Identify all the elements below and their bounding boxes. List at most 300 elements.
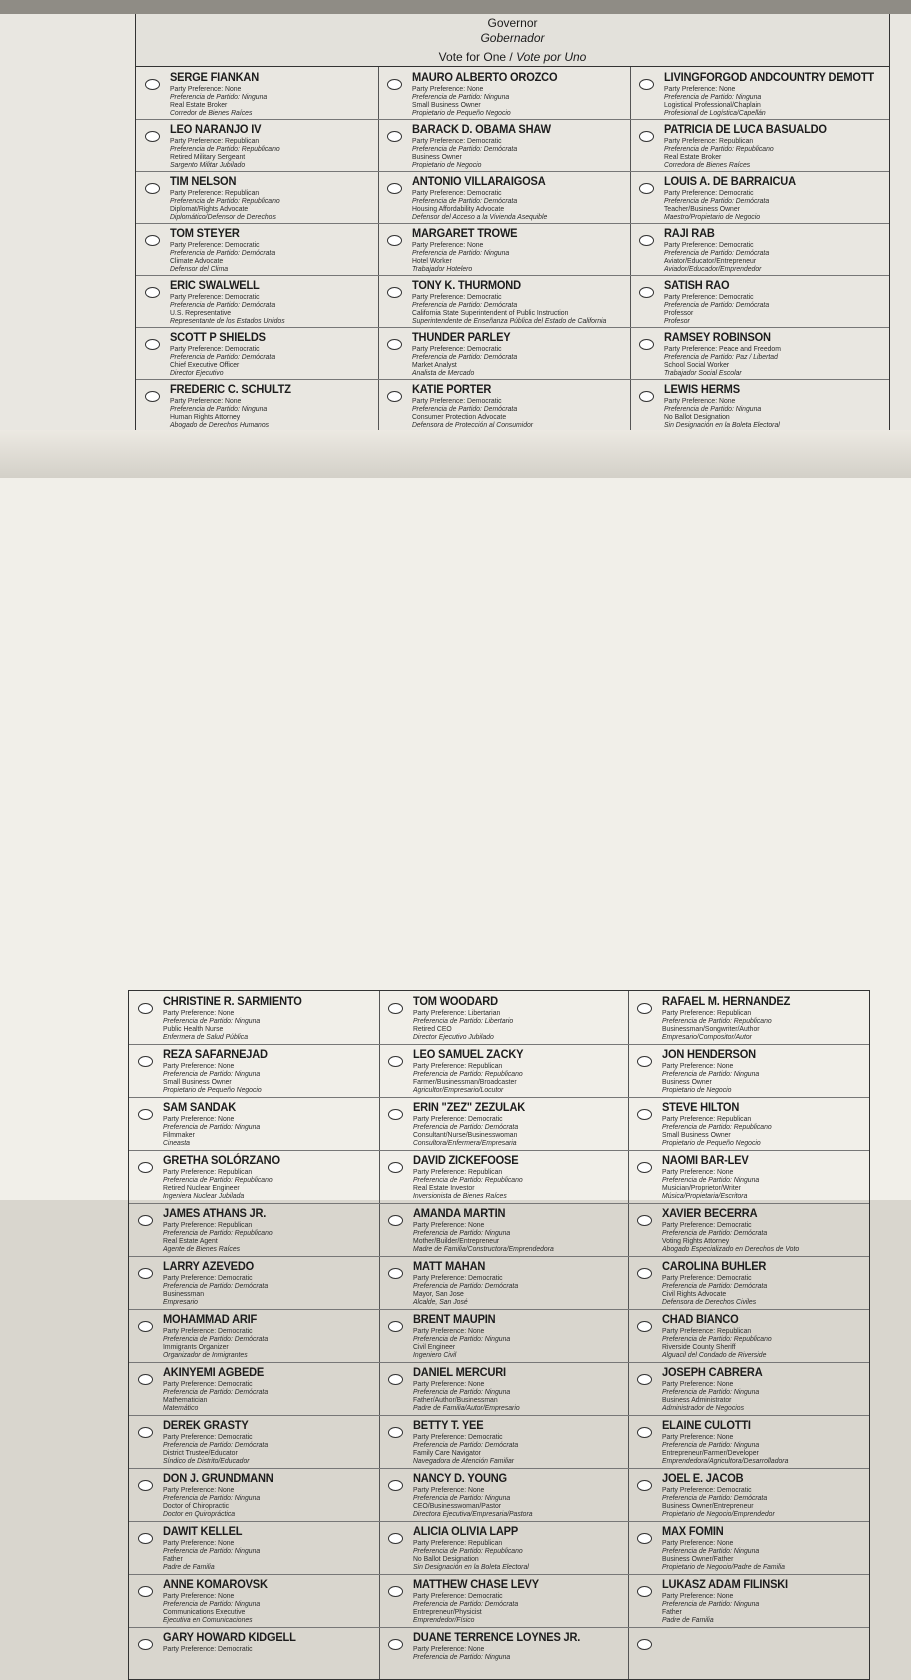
vote-oval[interactable] <box>388 1109 403 1120</box>
ballot-designation: Real Estate Broker <box>664 152 722 161</box>
ballot-designation-spanish: Aviador/Educador/Emprendedor <box>664 264 762 273</box>
candidate-name: MATTHEW CHASE LEVY <box>413 1577 539 1591</box>
candidate-name: JOEL E. JACOB <box>662 1471 744 1485</box>
candidate-entry[interactable] <box>129 1203 379 1257</box>
party-preference-spanish: Preferencia de Partido: Ninguna <box>413 1493 511 1502</box>
candidate-entry[interactable] <box>129 1044 379 1098</box>
candidate-name: LUKASZ ADAM FILINSKI <box>662 1577 788 1591</box>
party-preference: Party Preference: Democratic <box>412 292 502 301</box>
ballot-designation-spanish: Defensora de Protección al Consumidor <box>412 420 534 429</box>
ballot-designation-spanish: Ingeniero Civil <box>413 1350 457 1359</box>
party-preference-spanish: Preferencia de Partido: Ninguna <box>163 1493 261 1502</box>
vote-oval[interactable] <box>138 1321 153 1332</box>
vote-oval[interactable] <box>388 1639 403 1650</box>
party-preference: Party Preference: Republican <box>170 136 260 145</box>
candidate-entry[interactable] <box>630 119 889 172</box>
vote-oval[interactable] <box>387 287 402 298</box>
party-preference: Party Preference: Democratic <box>163 1326 253 1335</box>
candidate-entry[interactable] <box>628 1627 869 1680</box>
party-preference-spanish: Preferencia de Partido: Demócrata <box>170 352 276 361</box>
candidate-name: TIM NELSON <box>170 174 237 188</box>
candidate-entry[interactable] <box>129 1627 379 1680</box>
vote-oval[interactable] <box>637 1480 652 1491</box>
candidate-name: MOHAMMAD ARIF <box>163 1312 258 1326</box>
ballot-designation-spanish: Sargento Militar Jubilado <box>170 160 246 169</box>
party-preference: Party Preference: None <box>163 1008 235 1017</box>
vote-oval[interactable] <box>138 1162 153 1173</box>
vote-oval[interactable] <box>639 339 654 350</box>
candidate-entry[interactable] <box>628 1362 869 1416</box>
party-preference-spanish: Preferencia de Partido: Ninguna <box>662 1546 760 1555</box>
candidate-entry[interactable] <box>129 1362 379 1416</box>
vote-oval[interactable] <box>138 1374 153 1385</box>
ballot-designation-spanish: Padre de Familia <box>163 1562 215 1571</box>
vote-instruction <box>136 50 889 64</box>
candidate-entry[interactable] <box>628 991 869 1045</box>
vote-oval[interactable] <box>639 183 654 194</box>
ballot-designation: Voting Rights Attorney <box>662 1236 730 1245</box>
ballot-designation: Farmer/Businessman/Broadcaster <box>413 1077 517 1086</box>
ballot-designation: Retired CEO <box>413 1024 452 1033</box>
candidate-entry[interactable] <box>129 1097 379 1151</box>
candidate-entry[interactable] <box>628 1574 869 1628</box>
vote-oval[interactable] <box>637 1427 652 1438</box>
vote-oval[interactable] <box>637 1268 652 1279</box>
party-preference-spanish: Preferencia de Partido: Republicano <box>664 144 774 153</box>
candidate-entry[interactable] <box>378 119 630 172</box>
party-preference: Party Preference: Democratic <box>170 240 260 249</box>
candidate-name: PATRICIA DE LUCA BASUALDO <box>664 122 827 136</box>
candidate-entry[interactable] <box>630 327 889 380</box>
party-preference-spanish: Preferencia de Partido: Ninguna <box>413 1652 511 1661</box>
ballot-designation-spanish: Emprendedor/Físico <box>413 1615 475 1624</box>
candidate-name: KATIE PORTER <box>412 382 492 396</box>
ballot-designation-spanish: Diplomático/Defensor de Derechos <box>170 212 276 221</box>
party-preference: Party Preference: Democratic <box>662 1220 752 1229</box>
vote-oval[interactable] <box>388 1533 403 1544</box>
ballot-designation: Civil Engineer <box>413 1342 456 1351</box>
candidate-name: GARY HOWARD KIDGELL <box>163 1630 296 1644</box>
party-preference-spanish: Preferencia de Partido: Demócrata <box>664 196 770 205</box>
party-preference-spanish: Preferencia de Partido: Ninguna <box>170 92 268 101</box>
candidate-entry[interactable] <box>379 1150 628 1204</box>
party-preference-spanish: Preferencia de Partido: Republicano <box>163 1175 273 1184</box>
vote-oval[interactable] <box>138 1215 153 1226</box>
ballot-designation: Small Business Owner <box>662 1130 731 1139</box>
ballot-designation: CEO/Businesswoman/Pastor <box>413 1501 502 1510</box>
ballot-designation-spanish: Propietario de Negocio <box>412 160 482 169</box>
vote-oval[interactable] <box>138 1268 153 1279</box>
party-preference: Party Preference: None <box>413 1379 485 1388</box>
ballot-designation: Professor <box>664 308 694 317</box>
candidate-entry[interactable] <box>379 1574 628 1628</box>
vote-oval[interactable] <box>145 287 160 298</box>
vote-oval[interactable] <box>387 235 402 246</box>
candidate-name: LEWIS HERMS <box>664 382 740 396</box>
party-preference: Party Preference: Democratic <box>412 344 502 353</box>
vote-oval[interactable] <box>138 1427 153 1438</box>
ballot-page-1 <box>0 0 911 470</box>
candidate-entry[interactable] <box>630 171 889 224</box>
candidate-name: DON J. GRUNDMANN <box>163 1471 274 1485</box>
ballot-designation: Business Owner <box>662 1077 712 1086</box>
candidate-name: CHAD BIANCO <box>662 1312 739 1326</box>
candidate-name: MATT MAHAN <box>413 1259 486 1273</box>
party-preference-spanish: Preferencia de Partido: Demócrata <box>413 1599 519 1608</box>
candidate-name: STEVE HILTON <box>662 1100 740 1114</box>
ballot-designation-spanish: Trabajador Social Escolar <box>664 368 742 377</box>
vote-oval[interactable] <box>639 287 654 298</box>
ballot-designation: No Ballot Designation <box>413 1554 479 1563</box>
candidate-entry[interactable] <box>136 275 378 328</box>
party-preference-spanish: Preferencia de Partido: Republicano <box>413 1175 523 1184</box>
candidate-entry[interactable] <box>379 1097 628 1151</box>
candidate-entry[interactable] <box>628 1097 869 1151</box>
ballot-designation: Climate Advocate <box>170 256 224 265</box>
party-preference: Party Preference: Republican <box>413 1538 503 1547</box>
vote-oval[interactable] <box>138 1056 153 1067</box>
candidate-name: DANIEL MERCURI <box>413 1365 506 1379</box>
vote-oval[interactable] <box>145 391 160 402</box>
ballot-designation-spanish: Corredor de Bienes Raíces <box>170 108 253 117</box>
party-preference: Party Preference: Democratic <box>664 240 754 249</box>
candidate-entry[interactable] <box>379 1044 628 1098</box>
candidate-entry[interactable] <box>136 119 378 172</box>
party-preference-spanish: Preferencia de Partido: Ninguna <box>413 1387 511 1396</box>
ballot-designation: Real Estate Broker <box>170 100 228 109</box>
party-preference-spanish: Preferencia de Partido: Ninguna <box>163 1016 261 1025</box>
ballot-designation-spanish: Ingeniera Nuclear Jubilada <box>163 1191 245 1200</box>
candidate-entry[interactable] <box>136 327 378 380</box>
vote-oval[interactable] <box>145 235 160 246</box>
ballot-designation: Entrepreneur/Farmer/Developer <box>662 1448 759 1457</box>
vote-oval[interactable] <box>387 339 402 350</box>
party-preference: Party Preference: Democratic <box>662 1485 752 1494</box>
ballot-designation: Immigrants Organizer <box>163 1342 229 1351</box>
vote-oval[interactable] <box>639 79 654 90</box>
candidate-entry[interactable] <box>379 1627 628 1680</box>
ballot-designation-spanish: Directora Ejecutiva/Empresaria/Pastora <box>413 1509 533 1518</box>
candidate-entry[interactable] <box>378 275 630 328</box>
ballot-designation-spanish: Matemático <box>163 1403 199 1412</box>
ballot-designation-spanish: Propietario de Negocio/Padre de Familia <box>662 1562 785 1571</box>
vote-oval[interactable] <box>388 1003 403 1014</box>
candidate-entry[interactable] <box>129 1574 379 1628</box>
party-preference: Party Preference: Libertarian <box>413 1008 501 1017</box>
vote-oval[interactable] <box>637 1162 652 1173</box>
vote-oval[interactable] <box>145 131 160 142</box>
candidate-entry[interactable] <box>129 1150 379 1204</box>
ballot-designation: Housing Affordability Advocate <box>412 204 505 213</box>
ballot-designation-spanish: Sin Designación en la Boleta Electoral <box>413 1562 529 1571</box>
contest-title: Governor <box>487 16 538 30</box>
candidate-name: RAMSEY ROBINSON <box>664 330 771 344</box>
party-preference-spanish: Preferencia de Partido: Demócrata <box>170 300 276 309</box>
vote-oval[interactable] <box>637 1586 652 1597</box>
ballot-designation: Business Owner/Entrepreneur <box>662 1501 754 1510</box>
vote-oval[interactable] <box>388 1427 403 1438</box>
candidate-entry[interactable] <box>628 1415 869 1469</box>
party-preference: Party Preference: Democratic <box>163 1273 253 1282</box>
ballot-designation-spanish: Música/Propietaria/Escritora <box>662 1191 748 1200</box>
candidate-entry[interactable] <box>129 1521 379 1575</box>
candidate-name: ERIN "ZEZ" ZEZULAK <box>413 1100 526 1114</box>
ballot-designation: Father/Author/Businessman <box>413 1395 498 1404</box>
vote-oval[interactable] <box>639 391 654 402</box>
vote-oval[interactable] <box>387 391 402 402</box>
vote-oval[interactable] <box>387 79 402 90</box>
party-preference-spanish: Preferencia de Partido: Demócrata <box>412 300 518 309</box>
candidate-entry[interactable] <box>129 991 379 1045</box>
party-preference-spanish: Preferencia de Partido: Ninguna <box>662 1599 760 1608</box>
candidate-name: JOSEPH CABRERA <box>662 1365 763 1379</box>
ballot-designation-spanish: Propietario de Negocio <box>662 1085 732 1094</box>
party-preference: Party Preference: Democratic <box>170 292 260 301</box>
ballot-designation: Mother/Builder/Entrepreneur <box>413 1236 500 1245</box>
party-preference: Party Preference: Republican <box>662 1008 752 1017</box>
page-top-edge <box>0 0 911 14</box>
candidate-entry[interactable] <box>379 1362 628 1416</box>
ballot-designation-spanish: Profesor <box>664 316 690 325</box>
party-preference: Party Preference: Democratic <box>664 292 754 301</box>
party-preference-spanish: Preferencia de Partido: Republicano <box>662 1334 772 1343</box>
candidate-entry[interactable] <box>628 1044 869 1098</box>
party-preference-spanish: Preferencia de Partido: Republicano <box>170 144 280 153</box>
party-preference: Party Preference: Democratic <box>662 1273 752 1282</box>
candidate-name: ERIC SWALWELL <box>170 278 260 292</box>
candidate-name: DUANE TERRENCE LOYNES JR. <box>413 1630 581 1644</box>
candidate-name: LIVINGFORGOD ANDCOUNTRY DEMOTT <box>664 70 874 84</box>
candidate-name: FREDERIC C. SCHULTZ <box>170 382 291 396</box>
party-preference: Party Preference: None <box>662 1379 734 1388</box>
ballot-designation: Hotel Worker <box>412 256 452 265</box>
party-preference: Party Preference: Peace and Freedom <box>664 344 781 353</box>
candidate-entry[interactable] <box>379 1309 628 1363</box>
party-preference-spanish: Preferencia de Partido: Republicano <box>662 1016 772 1025</box>
candidate-name: DEREK GRASTY <box>163 1418 249 1432</box>
candidate-column <box>379 991 629 1679</box>
party-preference: Party Preference: Democratic <box>413 1432 503 1441</box>
party-preference: Party Preference: None <box>163 1591 235 1600</box>
party-preference-spanish: Preferencia de Partido: Ninguna <box>662 1387 760 1396</box>
candidate-entry[interactable] <box>379 991 628 1045</box>
ballot-designation: Mayor, San Jose <box>413 1289 464 1298</box>
party-preference-spanish: Preferencia de Partido: Demócrata <box>163 1334 269 1343</box>
ballot-designation-spanish: Profesional de Logística/Capellán <box>664 108 766 117</box>
vote-oval[interactable] <box>637 1109 652 1120</box>
candidate-entry[interactable] <box>379 1521 628 1575</box>
vote-oval[interactable] <box>145 339 160 350</box>
candidate-entry[interactable] <box>136 379 378 431</box>
candidate-entry[interactable] <box>136 67 378 120</box>
vote-oval[interactable] <box>387 183 402 194</box>
candidate-name: ANTONIO VILLARAIGOSA <box>412 174 546 188</box>
vote-oval[interactable] <box>637 1374 652 1385</box>
candidate-entry[interactable] <box>129 1309 379 1363</box>
candidate-entry[interactable] <box>378 67 630 120</box>
vote-oval[interactable] <box>637 1321 652 1332</box>
vote-oval[interactable] <box>138 1533 153 1544</box>
party-preference: Party Preference: Democratic <box>413 1114 503 1123</box>
vote-oval[interactable] <box>388 1480 403 1491</box>
ballot-designation: Father <box>662 1607 682 1616</box>
vote-oval[interactable] <box>145 183 160 194</box>
party-preference-spanish: Preferencia de Partido: Ninguna <box>664 92 762 101</box>
vote-oval[interactable] <box>388 1586 403 1597</box>
vote-oval[interactable] <box>639 131 654 142</box>
party-preference: Party Preference: None <box>412 84 484 93</box>
party-preference: Party Preference: Democratic <box>413 1591 503 1600</box>
vote-oval[interactable] <box>138 1480 153 1491</box>
ballot-designation-spanish: Representante de los Estados Unidos <box>170 316 285 325</box>
ballot-designation: Filmmaker <box>163 1130 195 1139</box>
ballot-designation-spanish: Alguacil del Condado de Riverside <box>662 1350 767 1359</box>
candidate-entry[interactable] <box>378 379 630 431</box>
party-preference: Party Preference: Republican <box>413 1167 503 1176</box>
ballot-designation: Real Estate Agent <box>163 1236 218 1245</box>
candidate-entry[interactable] <box>378 327 630 380</box>
ballot-designation-spanish: Empresario <box>163 1297 198 1306</box>
vote-oval[interactable] <box>637 1639 652 1650</box>
ballot-designation: Communications Executive <box>163 1607 246 1616</box>
party-preference: Party Preference: Republican <box>662 1114 752 1123</box>
party-preference-spanish: Preferencia de Partido: Demócrata <box>412 404 518 413</box>
ballot-designation-spanish: Defensora de Derechos Civiles <box>662 1297 757 1306</box>
ballot-designation: Small Business Owner <box>412 100 481 109</box>
party-preference-spanish: Preferencia de Partido: Republicano <box>662 1122 772 1131</box>
candidate-entry[interactable] <box>628 1150 869 1204</box>
vote-instruction-en: Vote for One / <box>438 50 517 64</box>
ballot-designation: Business Administrator <box>662 1395 732 1404</box>
candidate-entry[interactable] <box>129 1468 379 1522</box>
candidate-entry[interactable] <box>630 67 889 120</box>
party-preference-spanish: Preferencia de Partido: Demócrata <box>412 144 518 153</box>
vote-oval[interactable] <box>388 1215 403 1226</box>
ballot-designation-spanish: Síndico de Distrito/Educador <box>163 1456 250 1465</box>
candidate-name: BRENT MAUPIN <box>413 1312 496 1326</box>
ballot-designation-spanish: Agente de Bienes Raíces <box>163 1244 241 1253</box>
vote-oval[interactable] <box>145 79 160 90</box>
vote-oval[interactable] <box>388 1162 403 1173</box>
party-preference-spanish: Preferencia de Partido: Ninguna <box>662 1175 760 1184</box>
ballot-designation-spanish: Padre de Familia <box>662 1615 714 1624</box>
ballot-designation-spanish: Defensor del Clima <box>170 264 229 273</box>
ballot-designation: Diplomat/Rights Advocate <box>170 204 249 213</box>
candidate-name: RAJI RAB <box>664 226 715 240</box>
party-preference-spanish: Preferencia de Partido: Demócrata <box>664 248 770 257</box>
vote-oval[interactable] <box>637 1056 652 1067</box>
ballot-designation-spanish: Enfermera de Salud Pública <box>163 1032 249 1041</box>
candidate-entry[interactable] <box>379 1256 628 1310</box>
candidate-entry[interactable] <box>379 1203 628 1257</box>
party-preference-spanish: Preferencia de Partido: Demócrata <box>662 1228 768 1237</box>
party-preference: Party Preference: None <box>662 1167 734 1176</box>
candidate-entry[interactable] <box>628 1309 869 1363</box>
ballot-designation: Consumer Protection Advocate <box>412 412 507 421</box>
candidate-entry[interactable] <box>378 223 630 276</box>
party-preference: Party Preference: Democratic <box>413 1273 503 1282</box>
ballot-designation-spanish: Alcalde, San José <box>413 1297 468 1306</box>
candidate-entry[interactable] <box>628 1521 869 1575</box>
candidate-entry[interactable] <box>129 1415 379 1469</box>
vote-oval[interactable] <box>639 235 654 246</box>
ballot-designation: Musician/Proprietor/Writer <box>662 1183 741 1192</box>
ballot-designation: Business Owner/Father <box>662 1554 734 1563</box>
candidate-name: LEO SAMUEL ZACKY <box>413 1047 524 1061</box>
candidate-entry[interactable] <box>129 1256 379 1310</box>
vote-oval[interactable] <box>637 1533 652 1544</box>
party-preference: Party Preference: Democratic <box>412 136 502 145</box>
vote-oval[interactable] <box>138 1639 153 1650</box>
ballot-designation-spanish: Director Ejecutivo <box>170 368 224 377</box>
candidate-entry[interactable] <box>379 1468 628 1522</box>
candidate-name: REZA SAFARNEJAD <box>163 1047 268 1061</box>
vote-oval[interactable] <box>637 1215 652 1226</box>
candidate-entry[interactable] <box>630 275 889 328</box>
candidate-entry[interactable] <box>136 171 378 224</box>
candidate-name: TONY K. THURMOND <box>412 278 521 292</box>
party-preference-spanish: Preferencia de Partido: Ninguna <box>664 404 762 413</box>
ballot-designation-spanish: Superintendente de Enseñanza Pública del Estado de California <box>412 316 607 325</box>
vote-oval[interactable] <box>388 1321 403 1332</box>
party-preference: Party Preference: None <box>163 1114 235 1123</box>
vote-oval[interactable] <box>388 1268 403 1279</box>
candidate-entry[interactable] <box>379 1415 628 1469</box>
ballot-designation: Public Health Nurse <box>163 1024 224 1033</box>
candidate-entry[interactable] <box>630 223 889 276</box>
vote-oval[interactable] <box>138 1109 153 1120</box>
party-preference: Party Preference: None <box>163 1061 235 1070</box>
candidate-column <box>630 67 889 431</box>
party-preference-spanish: Preferencia de Partido: Republicano <box>413 1546 523 1555</box>
candidate-entry[interactable] <box>136 223 378 276</box>
ballot-designation-spanish: Organizador de Inmigrantes <box>163 1350 248 1359</box>
candidate-entry[interactable] <box>630 379 889 431</box>
candidate-name: SAM SANDAK <box>163 1100 236 1114</box>
ballot-designation-spanish: Agricultor/Empresario/Locutor <box>413 1085 504 1094</box>
candidate-entry[interactable] <box>628 1203 869 1257</box>
party-preference: Party Preference: None <box>413 1644 485 1653</box>
candidate-name: NAOMI BAR-LEV <box>662 1153 749 1167</box>
party-preference: Party Preference: None <box>664 396 736 405</box>
party-preference-spanish: Preferencia de Partido: Ninguna <box>662 1069 760 1078</box>
vote-oval[interactable] <box>388 1056 403 1067</box>
ballot-designation-spanish: Trabajador Hotelero <box>412 264 473 273</box>
candidate-entry[interactable] <box>378 171 630 224</box>
contest-title-spanish: Gobernador <box>480 31 545 45</box>
vote-oval[interactable] <box>388 1374 403 1385</box>
party-preference: Party Preference: None <box>664 84 736 93</box>
candidate-name: MAURO ALBERTO OROZCO <box>412 70 558 84</box>
vote-oval[interactable] <box>138 1003 153 1014</box>
candidate-name: RAFAEL M. HERNANDEZ <box>662 994 791 1008</box>
vote-oval[interactable] <box>387 131 402 142</box>
party-preference-spanish: Preferencia de Partido: Ninguna <box>163 1122 261 1131</box>
candidate-name: BARACK D. OBAMA SHAW <box>412 122 551 136</box>
vote-oval[interactable] <box>138 1586 153 1597</box>
ballot-designation: Retired Military Sergeant <box>170 152 246 161</box>
vote-oval[interactable] <box>637 1003 652 1014</box>
party-preference: Party Preference: Republican <box>163 1220 253 1229</box>
candidate-name: NANCY D. YOUNG <box>413 1471 507 1485</box>
ballot-designation: Consultant/Nurse/Businesswoman <box>413 1130 518 1139</box>
candidate-column <box>136 67 379 431</box>
party-preference-spanish: Preferencia de Partido: Paz / Libertad <box>664 352 778 361</box>
candidate-name: XAVIER BECERRA <box>662 1206 758 1220</box>
candidate-entry[interactable] <box>628 1256 869 1310</box>
party-preference: Party Preference: None <box>413 1220 485 1229</box>
candidate-entry[interactable] <box>628 1468 869 1522</box>
